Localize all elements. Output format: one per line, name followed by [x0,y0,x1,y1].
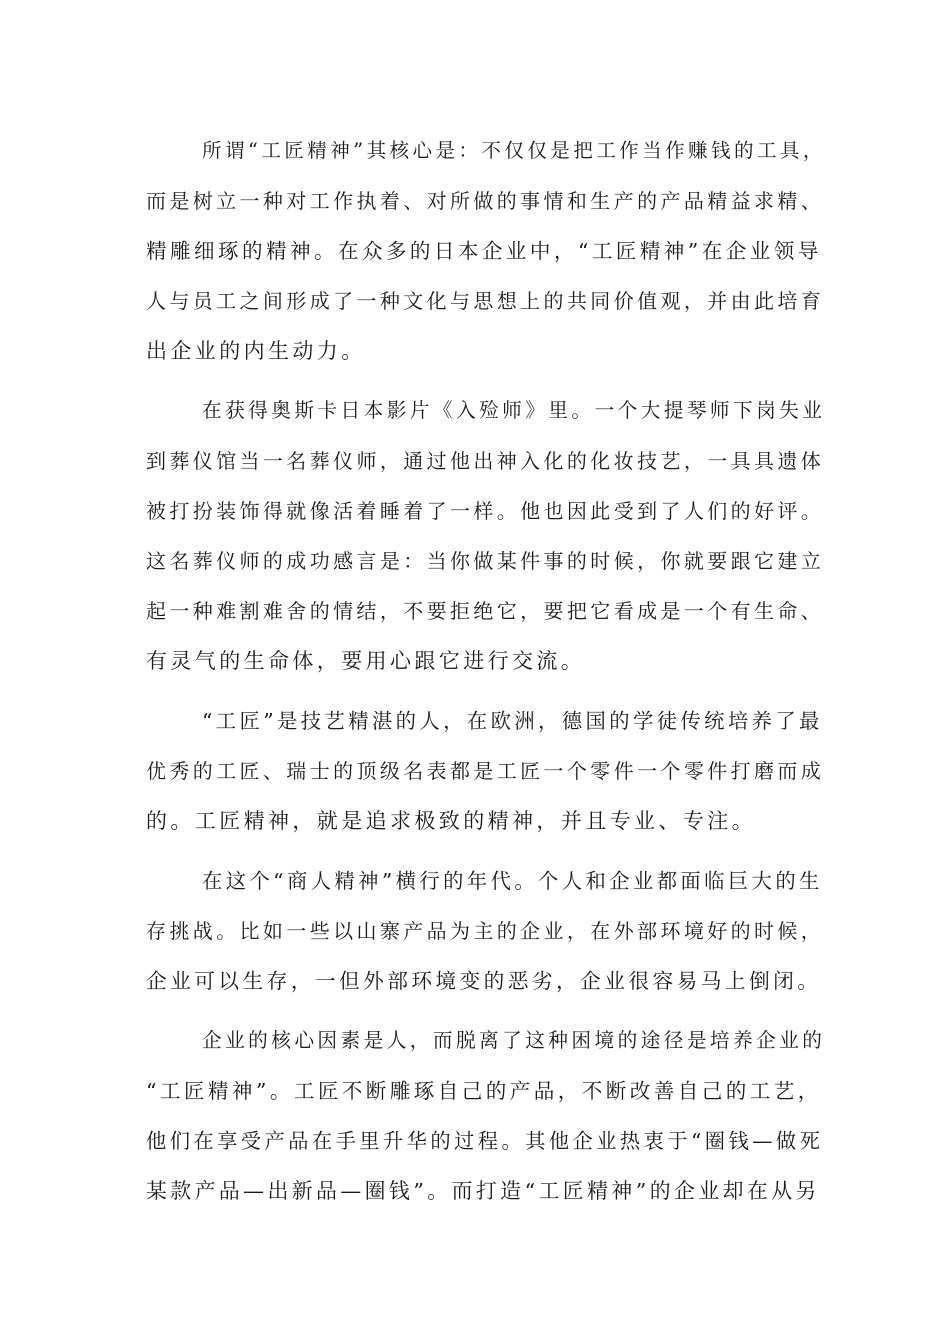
paragraph-2-line-3: 被打扮装饰得就像活着睡着了一样。他也因此受到了人们的好评。 [146,499,825,523]
paragraph-5-line-4: 某款产品—出新品—圈钱”。而打造“工匠精神”的企业却在从另 [146,1179,820,1203]
paragraph-4-line-2: 存挑战。比如一些以山寨产品为主的企业，在外部环境好的时候， [146,919,825,943]
paragraph-4-line-3: 企业可以生存，一但外部环境变的恶劣，企业很容易马上倒闭。 [146,969,822,993]
paragraph-2-line-6: 有灵气的生命体，要用心跟它进行交流。 [146,649,586,673]
paragraph-2-line-5: 起一种难割难舍的情结，不要拒绝它，要把它看成是一个有生命、 [146,599,825,623]
paragraph-1-line-2: 而是树立一种对工作执着、对所做的事情和生产的产品精益求精、 [146,189,825,213]
paragraph-5-line-2: “工匠精神”。工匠不断雕琢自己的产品，不断改善自己的工艺， [146,1079,822,1103]
paragraph-2-line-1: 在获得奥斯卡日本影片《入殓师》里。一个大提琴师下岗失业 [202,399,826,422]
paragraph-2-line-2: 到葬仪馆当一名葬仪师，通过他出神入化的化妆技艺，一具具遗体 [146,449,825,473]
paragraph-3-line-1: “工匠”是技艺精湛的人，在欧洲，德国的学徒传统培养了最 [202,709,823,733]
paragraph-1-line-5: 出企业的内生动力。 [146,339,366,363]
paragraph-3-line-3: 的。工匠精神，就是追求极致的精神，并且专业、专注。 [146,809,756,833]
paragraph-5-line-1: 企业的核心因素是人，而脱离了这种困境的途径是培养企业的 [202,1029,826,1052]
paragraph-2-line-4: 这名葬仪师的成功感言是：当你做某件事的时候，你就要跟它建立 [146,549,825,573]
paragraph-5-line-3: 他们在享受产品在手里升华的过程。其他企业热衷于“圈钱—做死 [146,1129,824,1153]
paragraph-1-line-3: 精雕细琢的精神。在众多的日本企业中，“工匠精神”在企业领导 [146,239,822,263]
paragraph-4-line-1: 在这个“商人精神”横行的年代。个人和企业都面临巨大的生 [202,869,823,893]
paragraph-1-line-1: 所谓“工匠精神”其核心是：不仅仅是把工作当作赚钱的工具， [202,139,826,162]
paragraph-1-line-4: 人与员工之间形成了一种文化与思想上的共同价值观，并由此培育 [146,289,825,313]
paragraph-3-line-2: 优秀的工匠、瑞士的顶级名表都是工匠一个零件一个零件打磨而成 [146,759,825,783]
